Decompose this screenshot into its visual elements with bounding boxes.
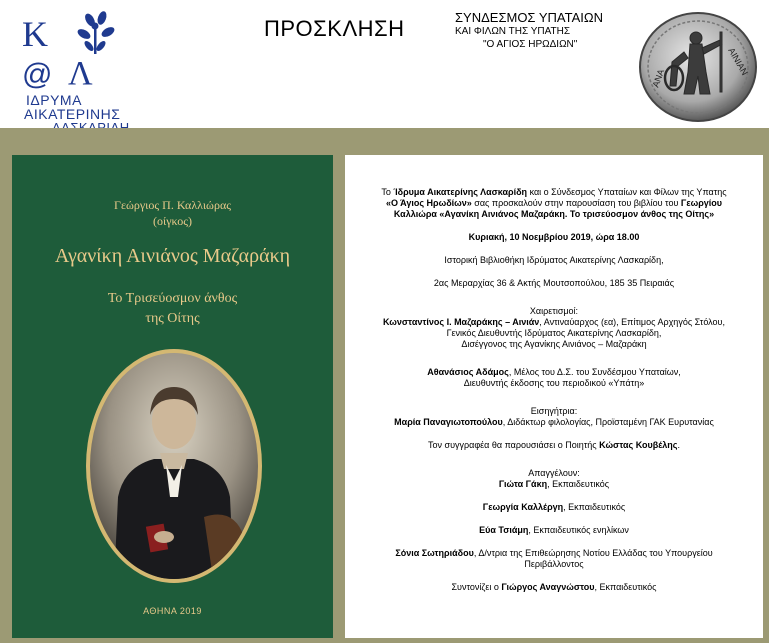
olive-branch-icon <box>76 10 116 54</box>
cover-subtitle-line1: Το Τρισεύοσμον άνθος <box>107 291 238 306</box>
intro-author-book: Καλλιώρα «Αγανίκη Αινιάνος Μαζαράκη. Το τρισεύοσμον άνθος της Οίτης» <box>393 209 715 219</box>
association-line3: "Ο ΑΓΙΟΣ ΗΡΩΔΙΩΝ" <box>483 39 578 50</box>
speaker-name: Μαρία Παναγιωτοπούλου <box>394 417 503 427</box>
reader-2 <box>353 502 755 513</box>
header <box>0 0 769 128</box>
coin-inscription-right: ΑΙΝΙΑΝ <box>726 46 750 77</box>
speaker-role: , Διδάκτωρ φιλολογίας, Προϊσταμένη ΓΑΚ Ευρυτανίας <box>502 417 714 427</box>
greeting-1-name: Κωνσταντίνος Ι. Μαζαράκης – Αινιάν <box>383 317 540 327</box>
cover-author <box>12 197 333 229</box>
event-date-text: Κυριακή, 10 Νοεμβρίου 2019, ώρα 18.00 <box>468 232 640 242</box>
ancient-coin-image <box>636 10 760 125</box>
greeting-1-role-2: Γενικός Διευθυντής Ιδρύματος Αικατερίνης Λασκαρίδη, <box>446 328 662 338</box>
cover-subtitle <box>12 289 333 329</box>
poet-text: Τον συγγραφέα θα παρουσιάσει ο Ποιητής <box>428 440 600 450</box>
greeting-1-role-3: Δισέγγονος της Αγανίκης Αινιάνος – Μαζαράκη <box>461 339 647 349</box>
greeting-2-name: Αθανάσιος Αδάμος <box>427 367 509 377</box>
cover-author-name: Γεώργιος Π. Καλλιώρας <box>114 198 231 212</box>
intro-foundation-name: Ίδρυμα Αικατερίνης Λασκαρίδη <box>393 187 528 197</box>
monogram-at: @ <box>22 58 53 90</box>
cover-subtitle-line2: της Οίτης <box>145 311 200 326</box>
invitation-text-panel <box>345 155 763 638</box>
intro-text-3: σας προσκαλούν στην παρουσίαση του βιβλίου του <box>471 198 681 208</box>
reader-4 <box>353 548 755 570</box>
logo-line-name: ΑΙΚΑΤΕΡΙΝΗΣ <box>24 106 121 122</box>
poet-name: Κώστας Κουβέλης <box>599 440 678 450</box>
greeting-2-role-1: , Μέλος του Δ.Σ. του Συνδέσμου Υπαταίων, <box>508 367 681 377</box>
logo-line-foundation: ΙΔΡΥΜΑ <box>26 92 82 108</box>
greetings-label: Χαιρετισμοί: <box>529 306 579 316</box>
coin-icon <box>636 10 760 125</box>
speaker <box>353 417 755 428</box>
laskaridis-foundation-logo <box>12 10 138 124</box>
association-line2: ΚΑΙ ΦΙΛΩΝ ΤΗΣ ΥΠΑΤΗΣ <box>455 26 571 37</box>
reader-1-role: , Εκπαιδευτικός <box>547 479 610 489</box>
greeting-1 <box>353 317 755 350</box>
intro-paragraph <box>353 187 755 220</box>
intro-text-1: Το <box>381 187 394 197</box>
reader-4-role-2: Περιβάλλοντος <box>524 559 584 569</box>
reader-2-name: Γεωργία Καλλέργη <box>482 502 564 512</box>
monogram-lambda: Λ <box>68 55 93 90</box>
speaker-label: Εισηγήτρια: <box>530 406 578 416</box>
reader-1 <box>353 479 755 490</box>
event-date <box>353 232 755 243</box>
association-line1: ΣΥΝΔΕΣΜΟΣ ΥΠΑΤΑΙΩΝ <box>455 10 603 25</box>
reader-3 <box>353 525 755 536</box>
reader-3-name: Εύα Τσιάμη <box>479 525 529 535</box>
reader-4-name: Σόνια Σωτηριάδου <box>395 548 474 558</box>
coordinator-name: Γιώργος Αναγνώστου <box>501 582 595 592</box>
intro-text-2: και ο Σύνδεσμος Υπαταίων και Φίλων της Υπατης <box>527 187 727 197</box>
monogram-graphic <box>12 10 138 90</box>
poet-line <box>353 440 755 451</box>
invitation-body <box>353 187 755 593</box>
reader-1-name: Γιώτα Γάκη <box>498 479 548 489</box>
reader-2-role: , Εκπαιδευτικός <box>563 502 626 512</box>
intro-author-first: Γεωργίου <box>680 198 722 208</box>
reader-3-role: , Εκπαιδευτικός ενηλίκων <box>528 525 629 535</box>
coordinator-text: Συντονίζει ο <box>451 582 502 592</box>
coordinator <box>353 582 755 593</box>
greeting-1-role-1: , Αντιναύαρχος (εα), Επίτιμος Αρχηγός Στόλου, <box>539 317 725 327</box>
book-cover <box>12 155 333 638</box>
readers-label: Απαγγέλουν: <box>528 468 580 478</box>
intro-association-name: «Ο Άγιος Ηρωδίων» <box>386 198 472 208</box>
greeting-2-role-2: Διευθυντής έκδοσης του περιοδικού «Υπάτη» <box>463 378 645 388</box>
coordinator-role: , Εκπαιδευτικός <box>594 582 657 592</box>
association-name <box>455 10 603 51</box>
monogram-k: Κ <box>22 14 48 54</box>
greeting-2 <box>353 367 755 389</box>
poet-period: . <box>677 440 680 450</box>
cover-author-nickname: (οίγκος) <box>152 214 193 228</box>
portrait-oval <box>84 347 264 585</box>
event-venue: Ιστορική Βιβλιοθήκη Ιδρύματος Αικατερίνης Λασκαρίδη, <box>444 255 664 265</box>
cover-place-year: ΑΘΗΝΑ 2019 <box>143 606 202 616</box>
page-title: ΠΡΟΣΚΛΗΣΗ <box>264 16 405 41</box>
coin-inscription-left: ΑΝΑ <box>650 67 667 89</box>
cover-title: Αγανίκη Αινιάνος Μαζαράκη <box>54 245 291 267</box>
reader-4-role-1: , Δ/ντρια της Επιθεώρησης Νοτίου Ελλάδας του Υπουργείου <box>473 548 713 558</box>
event-address: 2ας Μεραρχίας 36 & Ακτής Μουτσοπούλου, 185 35 Πειραιάς <box>433 278 675 288</box>
